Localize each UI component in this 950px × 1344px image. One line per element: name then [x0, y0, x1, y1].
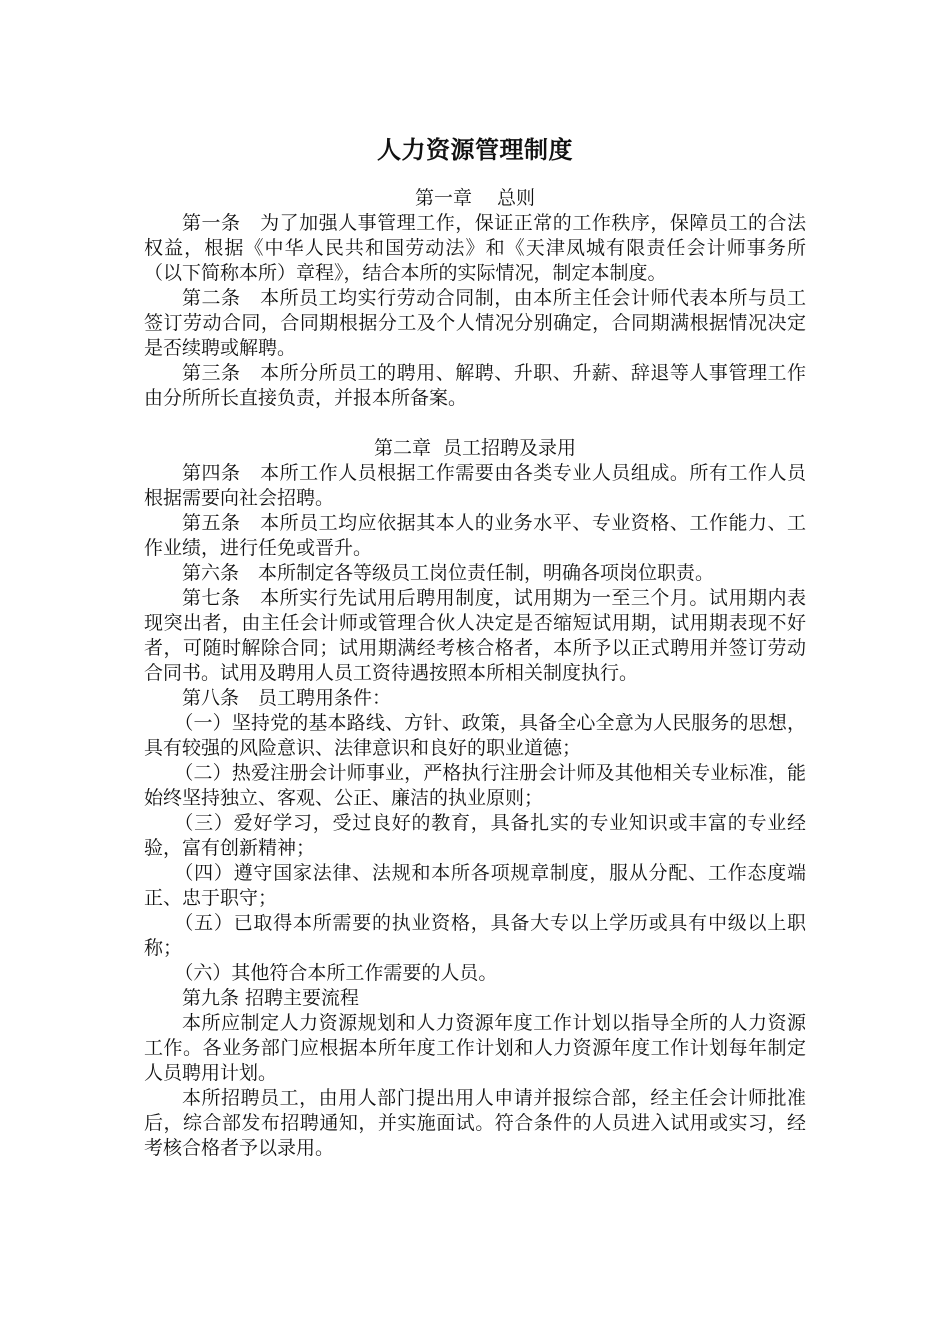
- article-8-item-4: （四）遵守国家法律、法规和本所各项规章制度，服从分配、工作态度端正、忠于职守；: [144, 862, 806, 909]
- article-8: 第八条 员工聘用条件：: [182, 687, 392, 709]
- article-9: 第九条 招聘主要流程: [182, 987, 360, 1009]
- article-6: 第六条 本所制定各等级员工岗位责任制，明确各项岗位职责。: [182, 562, 715, 584]
- article-8-item-6: （六）其他符合本所工作需要的人员。: [174, 962, 498, 984]
- document-title: 人力资源管理制度: [377, 135, 573, 164]
- article-2: 第二条 本所员工均实行劳动合同制，由本所主任会计师代表本所与员工签订劳动合同，合同期根据分工及个人情况分别确定，合同期满根据情况决定是否续聘或解聘。: [144, 287, 806, 359]
- article-3: 第三条 本所分所员工的聘用、解聘、升职、升薪、辞退等人事管理工作由分所所长直接负责，并报本所备案。: [144, 362, 806, 409]
- spacer: [144, 172, 806, 186]
- article-8-item-1: （一）坚持党的基本路线、方针、政策，具备全心全意为人民服务的思想，具有较强的风险意识、法律意识和良好的职业道德；: [144, 712, 806, 759]
- article-4: 第四条 本所工作人员根据工作需要由各类专业人员组成。所有工作人员根据需要向社会招聘。: [144, 462, 806, 509]
- chapter-2-heading: 第二章 员工招聘及录用: [373, 437, 577, 459]
- chapter-1-heading: 第一章 总则: [414, 187, 536, 209]
- blank-line: [144, 411, 806, 436]
- article-9-paragraph-2: 本所招聘员工，由用人部门提出用人申请并报综合部，经主任会计师批准后，综合部发布招聘通知，并实施面试。符合条件的人员进入试用或实习，经考核合格者予以录用。: [144, 1087, 806, 1159]
- article-8-item-3: （三）爱好学习，受过良好的教育，具备扎实的专业知识或丰富的专业经验，富有创新精神；: [144, 812, 806, 859]
- article-7: 第七条 本所实行先试用后聘用制度，试用期为一至三个月。试用期内表现突出者，由主任会计师或管理合伙人决定是否缩短试用期，试用期表现不好者，可随时解除合同；试用期满经考核合格者，本所予以正式聘用并签订劳动合同书。试用及聘用人员工资待遇按照本所相关制度执行。: [144, 587, 806, 684]
- article-8-item-5: （五）已取得本所需要的执业资格，具备大专以上学历或具有中级以上职称；: [144, 912, 806, 959]
- article-5: 第五条 本所员工均应依据其本人的业务水平、专业资格、工作能力、工作业绩，进行任免或晋升。: [144, 512, 806, 559]
- document-page: [144, 128, 806, 1161]
- article-1: 第一条 为了加强人事管理工作，保证正常的工作秩序，保障员工的合法权益，根据《中华人民共和国劳动法》和《天津凤城有限责任会计师事务所（以下简称本所）章程》，结合本所的实际情况，制定本制度。: [144, 212, 806, 284]
- article-9-paragraph-1: 本所应制定人力资源规划和人力资源年度工作计划以指导全所的人力资源工作。各业务部门应根据本所年度工作计划和人力资源年度工作计划每年制定人员聘用计划。: [144, 1012, 806, 1084]
- article-8-item-2: （二）热爱注册会计师事业，严格执行注册会计师及其他相关专业标准，能始终坚持独立、客观、公正、廉洁的执业原则；: [144, 762, 806, 809]
